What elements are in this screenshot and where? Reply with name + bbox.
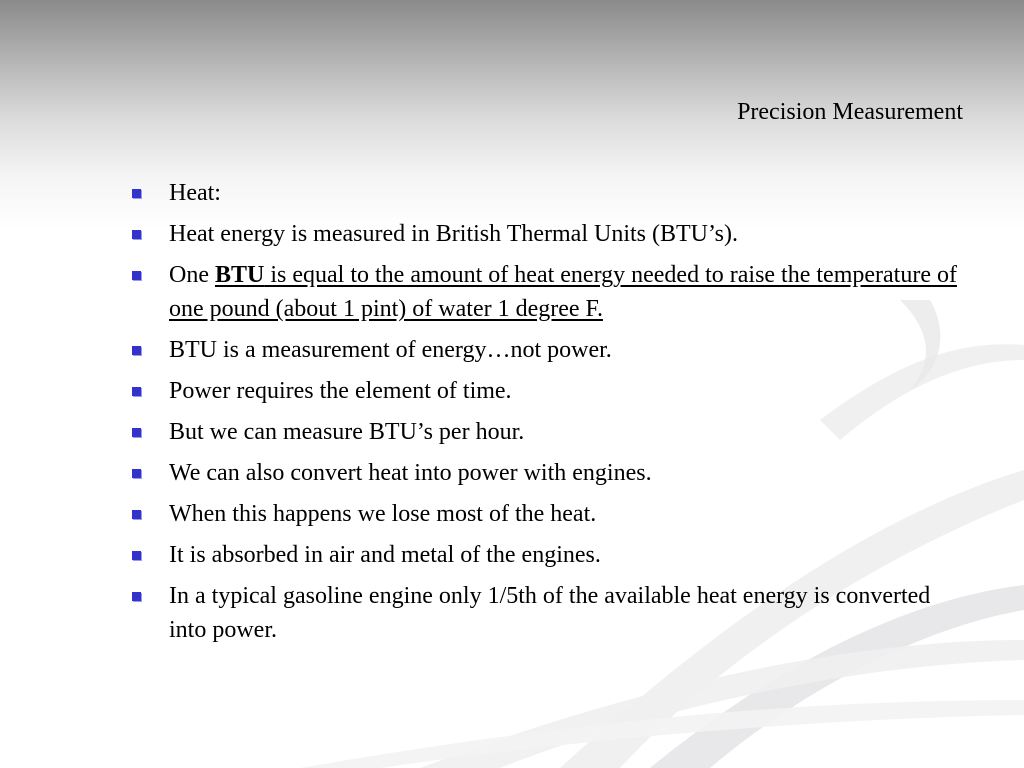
bullet-item [129,538,969,572]
square-bullet-icon [132,271,141,280]
btu-emphasis: BTU [214,262,265,288]
bullet-text: We can also convert heat into power with engines. [169,460,652,486]
bullet-text: Heat: [169,180,221,206]
square-bullet-icon [132,551,141,560]
bullet-text: In a typical gasoline engine only 1/5th of the available heat energy is converted into power. [169,583,931,643]
bullet-item [129,176,969,210]
bullet-item [129,333,969,367]
bullet-item [129,415,969,449]
bullet-text: It is absorbed in air and metal of the engines. [169,542,601,568]
square-bullet-icon [132,592,141,601]
bullet-item [129,497,969,531]
square-bullet-icon [132,346,141,355]
bullet-list [129,176,969,654]
square-bullet-icon [132,469,141,478]
btu-definition: is equal to the amount of heat energy needed to raise the temperature of one pound (about 1 pint) of water 1 degree F. [169,262,957,322]
bullet-text: BTU is a measurement of energy…not power. [169,337,612,363]
bullet-item [129,217,969,251]
bullet-item [129,374,969,408]
slide-title: Precision Measurement [737,99,963,125]
bullet-item [129,258,969,326]
square-bullet-icon [132,189,141,198]
bullet-text: When this happens we lose most of the heat. [169,501,597,527]
square-bullet-icon [132,510,141,519]
square-bullet-icon [132,387,141,396]
bullet-text: But we can measure BTU’s per hour. [169,419,525,445]
bullet-item [129,579,969,647]
square-bullet-icon [132,428,141,437]
bullet-text: Heat energy is measured in British Thermal Units (BTU’s). [169,221,739,247]
bullet-text: Power requires the element of time. [169,378,512,404]
bullet-text-lead: One [169,262,215,288]
bullet-item [129,456,969,490]
square-bullet-icon [132,230,141,239]
